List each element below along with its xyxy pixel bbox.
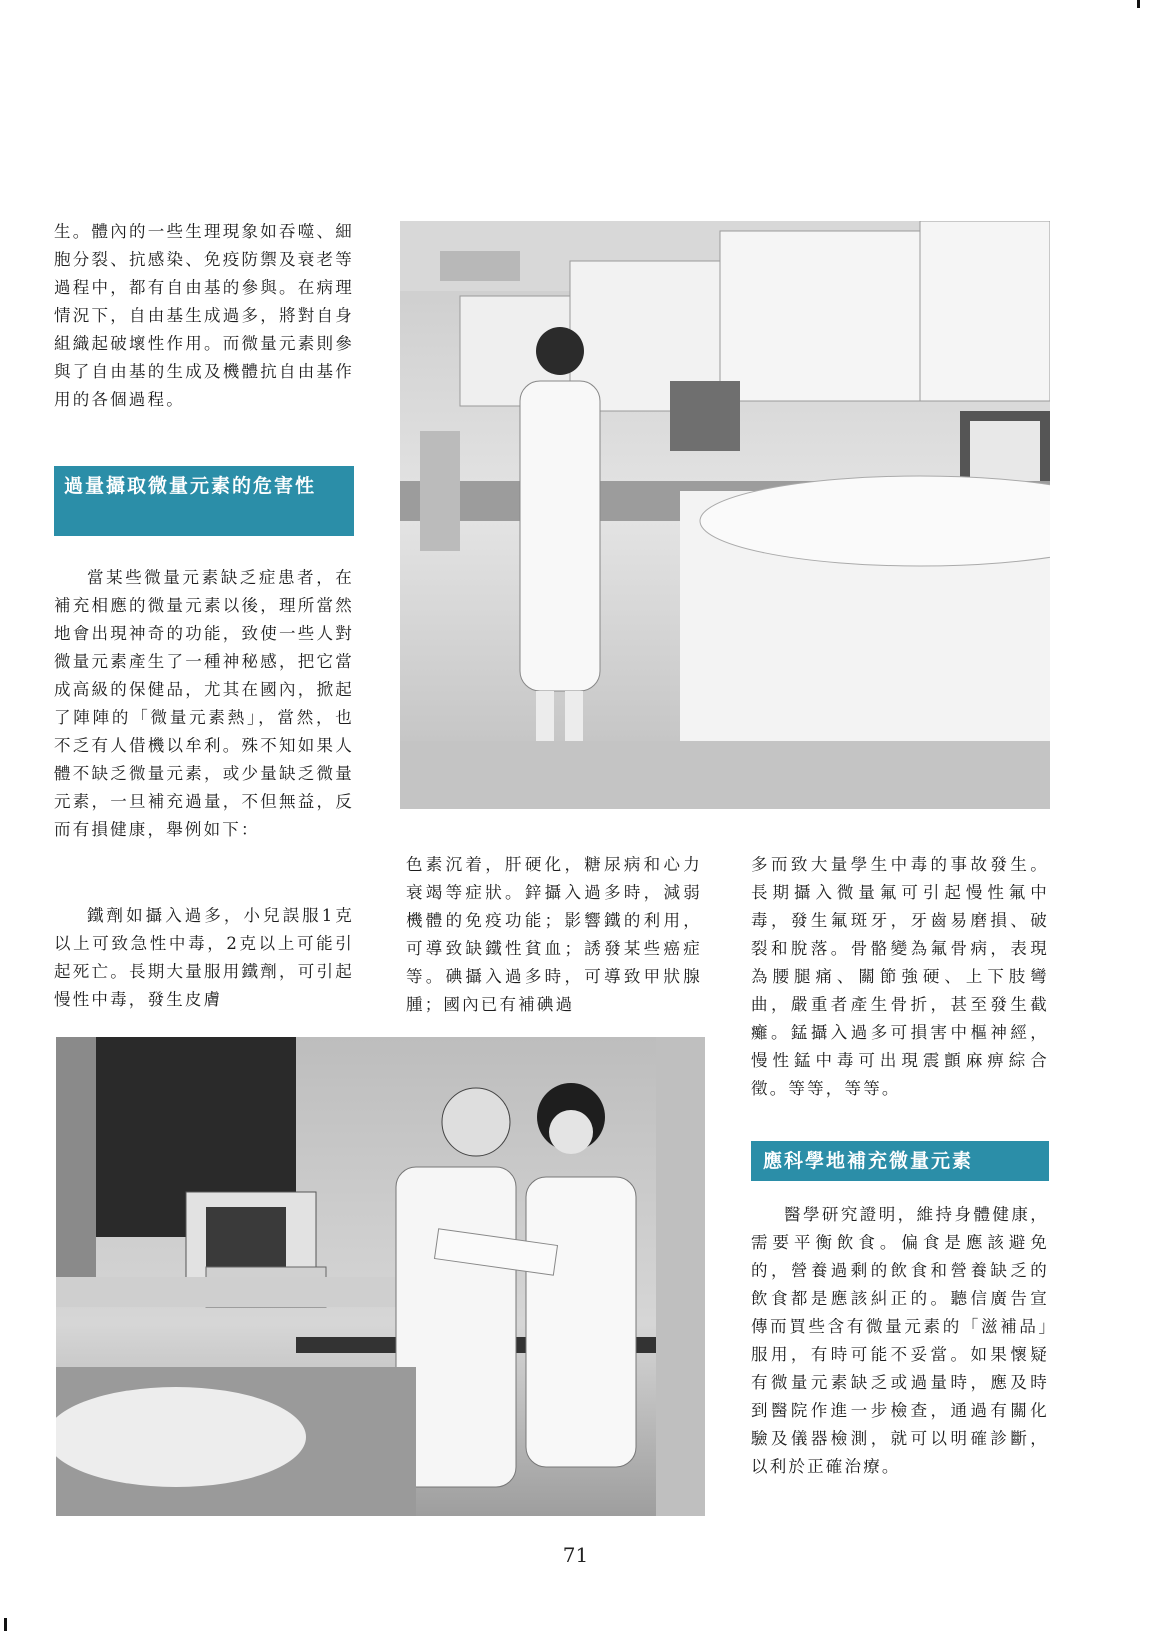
paragraph-iron: 鐵劑如攝入過多，小兒誤服1克以上可致急性中毒，2克以上可能引起死亡。長期大量服用鐵劑，可引起慢性中毒，發生皮膚 <box>54 906 354 1009</box>
paragraph-fluorine-manganese: 多而致大量學生中毒的事故發生。長期攝入微量氟可引起慢性氟中毒，發生氟斑牙，牙齒易磨損、破裂和脫落。骨骼變為氟骨病，表現為腰腿痛、關節強硬、上下肢彎曲，嚴重者產生骨折，甚至發生截癱。錳攝入過多可損害中樞神經，慢性錳中毒可出現震顫麻痹綜合徵。等等，等等。 <box>751 855 1049 1098</box>
laboratory-photo <box>400 221 1050 809</box>
paragraph-excess-intake: 當某些微量元素缺乏症患者，在補充相應的微量元素以後，理所當然地會出現神奇的功能，致使一些人對微量元素產生了一種神秘感，把它當成高級的保健品，尤其在國內，掀起了陣陣的「微量元素熱」，當然，也不乏有人借機以牟利。殊不知如果人體不缺乏微量元素，或少量缺乏微量元素，一旦補充過量，不但無益，反而有損健康，舉例如下： <box>54 568 354 839</box>
hospital-ward-photo <box>56 1037 705 1516</box>
paragraph-zinc-iodine: 色素沉着，肝硬化，糖尿病和心力衰竭等症狀。鋅攝入過多時，減弱機體的免疫功能；影響鐵的利用，可導致缺鐵性貧血；誘發某些癌症等。碘攝入過多時，可導致甲狀腺腫；國內已有補碘過 <box>406 855 702 1014</box>
paragraph-continued: 生。體內的一些生理現象如吞噬、細胞分裂、抗感染、免疫防禦及衰老等過程中，都有自由基的參與。在病理情況下，自由基生成過多，將對自身組織起破壞性作用。而微量元素則參與了自由基的生成及機體抗自由基作用的各個過程。 <box>54 222 354 409</box>
section-heading-scientific-supplement: 應科學地補充微量元素 <box>751 1141 1049 1181</box>
page-number: 71 <box>562 1543 589 1567</box>
paragraph-balanced-diet: 醫學研究證明，維持身體健康，需要平衡飲食。偏食是應該避免的，營養過剩的飲食和營養缺乏的飲食都是應該糾正的。聽信廣告宣傳而買些含有微量元素的「滋補品」服用，有時可能不妥當。如果懷疑有微量元素缺乏或過量時，應及時到醫院作進一步檢查，通過有關化驗及儀器檢測，就可以明確診斷，以利於正確治療。 <box>751 1205 1049 1476</box>
scan-edge-mark-bottom-left <box>4 1618 7 1631</box>
section-heading-excess-intake: 過量攝取微量元素的危害性 <box>54 466 354 536</box>
scan-edge-mark-top-right <box>1137 0 1140 8</box>
